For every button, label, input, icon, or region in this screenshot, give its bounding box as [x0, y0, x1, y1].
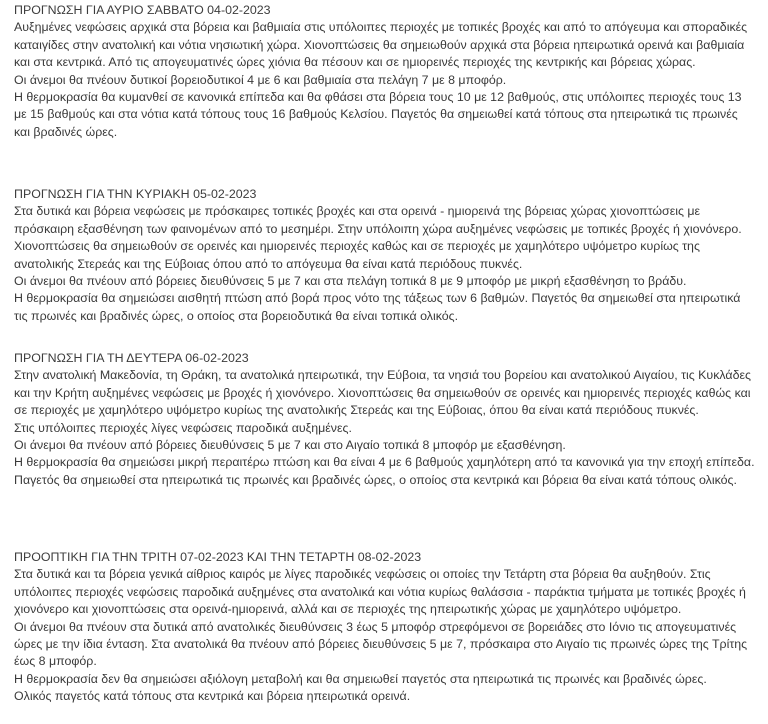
paragraph: Η θερμοκρασία θα κυμανθεί σε κανονικά επίπεδα και θα φθάσει στα βόρεια τους 10 με 12 βαθμούς, στις υπόλοιπες περιοχές τους 13 με 15 βαθμούς και στα νότια κατά τόπους τους 16 βαθμούς Κελσίου. Παγετός θα σημειωθεί κατά τόπους στα ηπειρωτικά τις πρωινές και βραδινές ώρες.	[14, 90, 742, 139]
paragraph: Στην ανατολική Μακεδονία, τη Θράκη, τα ανατολικά ηπειρωτικά, την Εύβοια, τα νησιά του βορείου και ανατολικού Αιγαίου, τις Κυκλάδες και την Κρήτη αυξημένες νεφώσεις με βροχές ή χιονόνερο. Χιονοπτώσεις θα σημειωθούν σε ορεινές και ημιορεινές περιοχές καθώς και σε περιοχές με χαμηλότερο υψόμετρο κυρίως της ανατολικής Στερεάς και της Εύβοιας, όπου θα είναι κατά περιόδους πυκνές.	[14, 368, 751, 418]
paragraph: Η θερμοκρασία θα σημειώσει μικρή περαιτέρω πτώση και θα είναι 4 με 6 βαθμούς χαμηλότερη από τα κανονικά για την εποχή επίπεδα. Παγετός θα σημειωθεί στα ηπειρωτικά τις πρωινές και βραδινές ώρες, ο οποίος στα κεντρικά και βόρεια θα είναι κατά τόπους ολικός.	[14, 455, 755, 487]
paragraph: Οι άνεμοι θα πνέουν δυτικοί βορειοδυτικοί 4 με 6 και βαθμιαία στα πελάγη 7 με 8 μποφόρ.	[14, 72, 507, 87]
paragraph: Αυξημένες νεφώσεις αρχικά στα βόρεια και βαθμιαία στις υπόλοιπες περιοχές με τοπικές βροχές και από το απόγευμα και σποραδικές καταιγίδες στην ανατολική και νότια νησιωτική χώρα. Χιονοπτώσεις θα σημειωθούν αρχικά στα βόρεια ηπειρωτικά ορεινά και βαθμιαία και στα κεντρικά. Από τις απογευματινές ώρες χιόνια θα πέσουν και σε ημιορεινές περιοχές της κεντρικής και βόρειας χώρας.	[14, 20, 748, 70]
forecast-section-saturday	[14, 2, 756, 141]
paragraph: Οι άνεμοι θα πνέουν από βόρειες διευθύνσεις 5 με 7 και στα πελάγη τοπικά 8 με 9 μποφόρ με μικρή εξασθένηση το βράδυ.	[14, 274, 687, 289]
section-heading-tuesday-wednesday: ΠΡΟΟΠΤΙΚΗ ΓΙΑ ΤΗΝ ΤΡΙΤΗ 07-02-2023 ΚΑΙ ΤΗΝ ΤΕΤΑΡΤΗ 08-02-2023	[14, 550, 422, 564]
paragraph: Η θερμοκρασία δεν θα σημειώσει αξιόλογη μεταβολή και θα σημειωθεί παγετός στα ηπειρωτικά τις πρωινές και βραδινές ώρες.	[14, 671, 707, 686]
paragraph: Οι άνεμοι θα πνέουν από βόρειες διευθύνσεις 5 με 7 και στο Αιγαίο τοπικά 8 μποφόρ με εξασθένηση.	[14, 438, 566, 453]
forecast-section-monday	[14, 350, 756, 489]
paragraph: Στα δυτικά και τα βόρεια γενικά αίθριος καιρός με λίγες παροδικές νεφώσεις οι οποίες την Τετάρτη στα βόρεια θα αυξηθούν. Στις υπόλοιπες περιοχές νεφώσεις παροδικά αυξημένες στα ανατολικά και νότια κυρίως θαλάσσια - παράκτια τμήματα με τοπικές βροχές ή χιονόνερο και χιονοπτώσεις στα ορεινά-ημιορεινά, αλλά και σε περιοχές της ηπειρωτικής χώρας με χαμηλότερο υψόμετρο.	[14, 567, 746, 617]
section-heading-monday: ΠΡΟΓΝΩΣΗ ΓΙΑ ΤΗ ΔΕΥΤΕΡΑ 06-02-2023	[14, 351, 249, 365]
section-heading-saturday: ΠΡΟΓΝΩΣΗ ΓΙΑ ΑΥΡΙΟ ΣΑΒΒΑΤΟ 04-02-2023	[14, 3, 271, 17]
section-heading-sunday: ΠΡΟΓΝΩΣΗ ΓΙΑ ΤΗΝ ΚΥΡΙΑΚΗ 05-02-2023	[14, 187, 257, 201]
paragraph: Οι άνεμοι θα πνέουν στα δυτικά από ανατολικές διευθύνσεις 3 έως 5 μποφόρ στρεφόμενοι σε βορειάδες στο Ιόνιο τις απογευματινές ώρες με την ίδια ένταση. Στα ανατολικά θα πνέουν από βόρειες διευθύνσεις 5 με 7, πρόσκαιρα στο Αιγαίο τις πρωινές ώρες της Τρίτης έως 8 μποφόρ.	[14, 619, 748, 669]
forecast-section-sunday	[14, 186, 756, 325]
forecast-section-tuesday-wednesday	[14, 549, 756, 706]
paragraph: Ολικός παγετός κατά τόπους στα κεντρικά και βόρεια ηπειρωτικά ορεινά.	[14, 689, 411, 704]
paragraph: Στα δυτικά και βόρεια νεφώσεις με πρόσκαιρες τοπικές βροχές και στα ορεινά - ημιορεινά της βόρειας χώρας χιονοπτώσεις με πρόσκαιρη εξασθένηση των φαινομένων από το μεσημέρι. Στην υπόλοιπη χώρα αυξημένες νεφώσεις με τοπικές βροχές ή χιονόνερο. Χιονοπτώσεις θα σημειωθούν σε ορεινές και ημιορεινές περιοχές καθώς και σε περιοχές με χαμηλότερο υψόμετρο κυρίως της ανατολικής Στερεάς και της Εύβοιας όπου από το απόγευμα θα είναι κατά περιόδους πυκνές.	[14, 204, 742, 271]
paragraph: Στις υπόλοιπες περιοχές λίγες νεφώσεις παροδικά αυξημένες.	[14, 420, 352, 435]
paragraph: Η θερμοκρασία θα σημειώσει αισθητή πτώση από βορά προς νότο της τάξεως των 6 βαθμών. Παγετός θα σημειωθεί στα ηπειρωτικά τις πρωινές και βραδινές ώρες, ο οποίος στα βορειοδυτικά θα είναι τοπικά ολικός.	[14, 291, 741, 323]
